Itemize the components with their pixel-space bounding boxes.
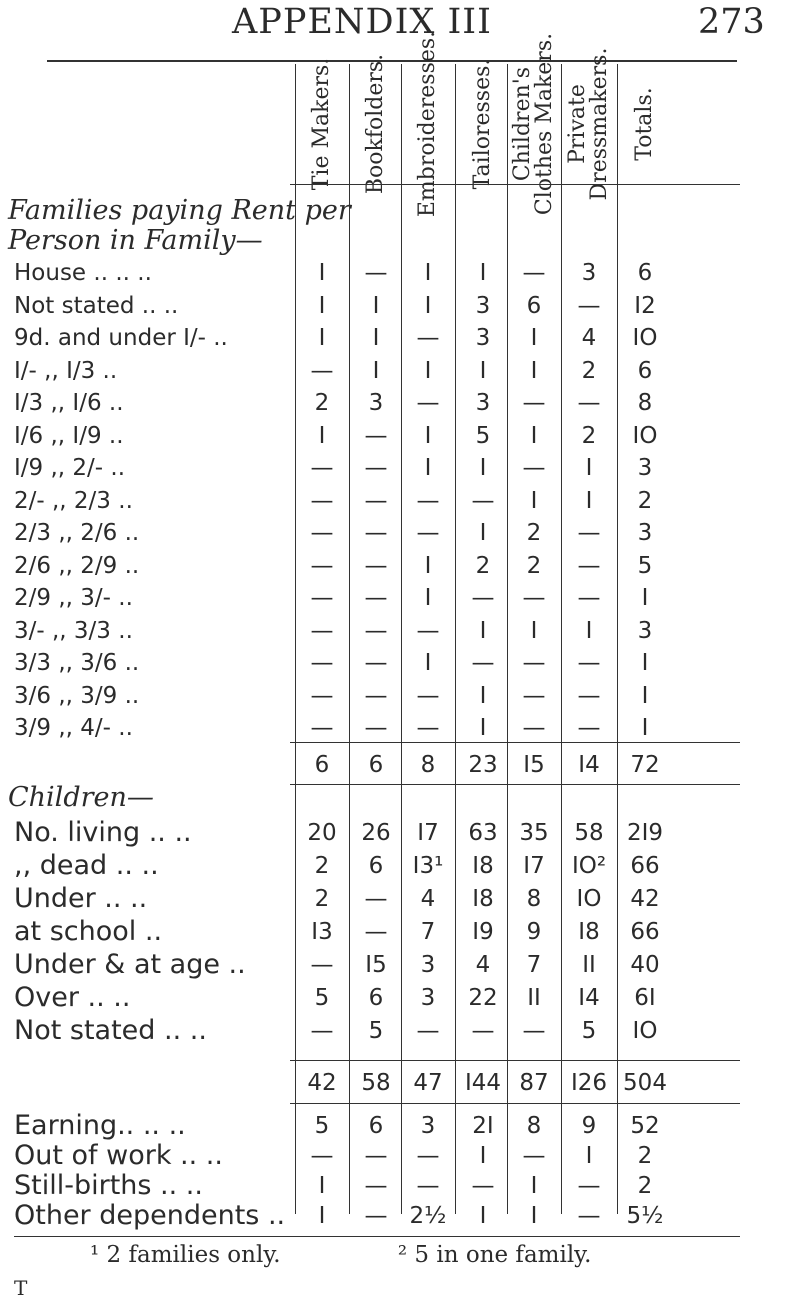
- table-cell: 3: [368, 390, 384, 416]
- table-cell: 8: [420, 752, 436, 778]
- row-label: Under .. ..: [14, 883, 148, 914]
- table-cell: I: [479, 357, 487, 384]
- table-cell: 3: [420, 985, 436, 1011]
- table-row: [0, 618, 800, 644]
- row-label: Earning.. .. ..: [14, 1110, 186, 1141]
- table-cell: 23: [468, 752, 498, 778]
- table-cell: —: [577, 715, 601, 741]
- table-cell: 6: [314, 752, 330, 778]
- table-cell: —: [471, 487, 495, 514]
- table-cell: 6: [368, 853, 384, 879]
- row-label: 3/6 ,, 3/9 ..: [14, 682, 140, 709]
- column-divider: [507, 64, 508, 1214]
- table-cell: I: [479, 682, 487, 709]
- table-cell: —: [310, 682, 334, 709]
- column-header: [308, 57, 336, 191]
- table-cell: I: [641, 650, 649, 676]
- table-cell: —: [416, 1018, 440, 1044]
- table-cell: —: [522, 1018, 546, 1044]
- column-divider: [617, 64, 618, 1214]
- table-cell: I: [318, 1203, 326, 1229]
- table-cell: —: [310, 552, 334, 579]
- row-label: at school ..: [14, 916, 163, 947]
- table-cell: —: [416, 325, 440, 351]
- appendix-title: APPENDIX III: [232, 2, 492, 42]
- table-cell: I8: [472, 886, 494, 912]
- table-cell: I: [424, 650, 432, 676]
- table-cell: 6: [368, 752, 384, 778]
- table-cell: IO: [632, 325, 658, 351]
- table-row: [0, 488, 800, 514]
- table-cell: 72: [630, 752, 660, 778]
- table-cell: 8: [637, 390, 653, 416]
- table-cell: I2: [634, 292, 656, 319]
- table-row: [0, 850, 800, 881]
- table-cell: 40: [630, 952, 660, 978]
- section1-title-line2: Person in Family—: [8, 225, 263, 256]
- table-cell: I: [585, 617, 593, 644]
- table-cell: I5: [365, 952, 387, 978]
- table-cell: —: [471, 1018, 495, 1044]
- table-cell: —: [416, 682, 440, 709]
- table-cell: I: [530, 487, 538, 514]
- table-cell: I: [530, 325, 538, 351]
- table-cell: I: [530, 422, 538, 449]
- table-cell: —: [416, 1143, 440, 1169]
- column-divider: [349, 64, 350, 1214]
- table-row: [0, 260, 800, 286]
- table-bottom-rule: [14, 1236, 740, 1237]
- table-cell: 66: [630, 853, 660, 879]
- table-cell: 504: [623, 1070, 667, 1096]
- table-cell: 5: [314, 1113, 330, 1139]
- table-cell: 2: [581, 357, 597, 384]
- subtotal-rule: [290, 784, 740, 785]
- table-cell: I: [641, 682, 649, 709]
- table-cell: 58: [361, 1070, 391, 1096]
- table-cell: 5: [637, 552, 653, 579]
- column-header: [469, 58, 497, 190]
- table-cell: —: [364, 455, 388, 481]
- header-rule: [47, 60, 737, 62]
- table-row: [0, 817, 800, 848]
- column-header: [362, 53, 390, 195]
- table-row: [0, 325, 800, 351]
- totals-row: [0, 1070, 800, 1096]
- table-cell: I: [585, 455, 593, 481]
- row-label: No. living .. ..: [14, 817, 192, 848]
- table-cell: 3: [475, 390, 491, 416]
- table-cell: —: [577, 682, 601, 709]
- totals-row: [0, 752, 800, 778]
- table-row: [0, 1200, 800, 1231]
- table-cell: I5: [523, 752, 545, 778]
- table-cell: I: [372, 357, 380, 384]
- column-divider: [401, 64, 402, 1214]
- table-cell: I: [424, 260, 432, 286]
- row-label: I/6 ,, I/9 ..: [14, 422, 124, 449]
- row-label: Not stated .. ..: [14, 292, 179, 319]
- table-cell: I: [479, 520, 487, 546]
- row-label: 2/6 ,, 2/9 ..: [14, 552, 140, 579]
- row-label: ,, dead .. ..: [14, 850, 159, 881]
- table-cell: I: [424, 422, 432, 449]
- table-cell: I: [424, 292, 432, 319]
- table-cell: I3¹: [412, 853, 444, 879]
- table-cell: 4: [420, 886, 436, 912]
- table-cell: I7: [523, 853, 545, 879]
- table-cell: 52: [630, 1113, 660, 1139]
- table-cell: I: [318, 260, 326, 286]
- table-cell: 6: [368, 1113, 384, 1139]
- table-cell: 6: [637, 357, 653, 384]
- table-cell: —: [364, 650, 388, 676]
- printer-signature: T: [14, 1276, 28, 1300]
- row-label: Under & at age ..: [14, 949, 246, 980]
- table-cell: —: [310, 487, 334, 514]
- column-header-line: Private: [565, 84, 590, 164]
- table-cell: —: [310, 1018, 334, 1044]
- table-cell: 8: [526, 886, 542, 912]
- table-cell: 4: [475, 952, 491, 978]
- table-row: [0, 1015, 800, 1046]
- table-cell: —: [522, 682, 546, 709]
- table-cell: —: [364, 1173, 388, 1199]
- table-cell: IO²: [571, 853, 607, 879]
- footnotes: [90, 1242, 701, 1268]
- column-header-label: [567, 48, 611, 201]
- table-cell: IO: [576, 886, 602, 912]
- table-cell: 3: [420, 1113, 436, 1139]
- table-cell: —: [522, 260, 546, 286]
- table-cell: —: [364, 1143, 388, 1169]
- table-cell: —: [416, 715, 440, 741]
- table-cell: 3: [475, 292, 491, 319]
- row-label: Out of work .. ..: [14, 1140, 223, 1171]
- table-cell: —: [310, 357, 334, 384]
- table-cell: I: [641, 715, 649, 741]
- table-cell: —: [577, 552, 601, 579]
- table-cell: I: [530, 617, 538, 644]
- row-label: 9d. and under I/- ..: [14, 325, 228, 351]
- column-header-label: Embroideresses.: [415, 30, 440, 218]
- section1-title-line1: Families paying Rent per: [8, 195, 351, 226]
- table-cell: 7: [420, 919, 436, 945]
- table-row: [0, 715, 800, 741]
- table-cell: —: [364, 1203, 388, 1229]
- table-cell: 6: [368, 985, 384, 1011]
- table-cell: I: [530, 1173, 538, 1199]
- table-cell: I8: [578, 919, 600, 945]
- table-row: [0, 982, 800, 1013]
- table-cell: 2: [637, 1173, 653, 1199]
- table-cell: 2: [637, 1143, 653, 1169]
- table-cell: IO: [632, 1018, 658, 1044]
- table-cell: I3: [311, 919, 333, 945]
- table-cell: —: [364, 886, 388, 912]
- table-cell: —: [577, 390, 601, 416]
- row-label: 2/9 ,, 3/- ..: [14, 585, 133, 611]
- table-row: [0, 423, 800, 449]
- table-cell: 2: [314, 853, 330, 879]
- table-cell: —: [471, 650, 495, 676]
- row-label: House .. .. ..: [14, 260, 152, 286]
- table-cell: 2: [637, 487, 653, 514]
- section2-title: Children—: [8, 782, 154, 813]
- table-cell: —: [416, 390, 440, 416]
- table-cell: 35: [519, 820, 549, 846]
- table-cell: —: [364, 682, 388, 709]
- table-row: [0, 520, 800, 546]
- table-row: [0, 949, 800, 980]
- table-cell: II: [527, 985, 541, 1011]
- subtotal-rule: [290, 742, 740, 743]
- table-cell: —: [310, 585, 334, 611]
- table-cell: 7: [526, 952, 542, 978]
- table-cell: —: [416, 487, 440, 514]
- column-header: [565, 47, 612, 201]
- row-label: I/9 ,, 2/- ..: [14, 455, 126, 481]
- table-cell: 6: [526, 292, 542, 319]
- table-cell: 63: [468, 820, 498, 846]
- subtotal-rule: [290, 1103, 740, 1104]
- table-row: [0, 585, 800, 611]
- table-cell: I: [585, 487, 593, 514]
- row-label: 2/3 ,, 2/6 ..: [14, 520, 140, 546]
- table-cell: 3: [420, 952, 436, 978]
- table-cell: —: [416, 1173, 440, 1199]
- table-cell: I26: [570, 1070, 608, 1096]
- table-row: [0, 455, 800, 481]
- table-cell: —: [364, 487, 388, 514]
- table-row: [0, 390, 800, 416]
- row-label: Other dependents ..: [14, 1200, 286, 1231]
- table-cell: —: [416, 520, 440, 546]
- table-cell: 2I: [472, 1113, 494, 1139]
- header-bottom-rule: [290, 184, 740, 185]
- table-cell: —: [471, 1173, 495, 1199]
- column-header-line: Clothes Makers.: [532, 32, 557, 216]
- table-cell: —: [310, 952, 334, 978]
- row-label: Still-births .. ..: [14, 1170, 203, 1201]
- table-cell: —: [471, 585, 495, 611]
- column-divider: [455, 64, 456, 1214]
- table-cell: 20: [307, 820, 337, 846]
- table-cell: —: [577, 292, 601, 319]
- row-label: I/3 ,, I/6 ..: [14, 390, 124, 416]
- table-cell: —: [522, 650, 546, 676]
- table-cell: 9: [581, 1113, 597, 1139]
- table-cell: 42: [307, 1070, 337, 1096]
- table-cell: I44: [464, 1070, 502, 1096]
- column-header-label: Bookfolders.: [363, 53, 388, 195]
- table-cell: 3: [475, 325, 491, 351]
- table-cell: I: [372, 292, 380, 319]
- row-label: 3/- ,, 3/3 ..: [14, 617, 133, 644]
- table-cell: 9: [526, 919, 542, 945]
- table-cell: —: [310, 520, 334, 546]
- table-cell: —: [364, 585, 388, 611]
- table-cell: 2: [314, 886, 330, 912]
- table-row: [0, 1140, 800, 1171]
- table-cell: —: [364, 422, 388, 449]
- table-cell: 47: [413, 1070, 443, 1096]
- table-cell: 5: [581, 1018, 597, 1044]
- table-cell: I: [424, 552, 432, 579]
- table-cell: I: [318, 292, 326, 319]
- row-label: Not stated .. ..: [14, 1015, 207, 1046]
- page-header: [0, 0, 800, 60]
- table-cell: 2: [314, 390, 330, 416]
- table-row: [0, 1170, 800, 1201]
- table-row: [0, 358, 800, 384]
- table-row: [0, 916, 800, 947]
- page-number: 273: [698, 2, 765, 42]
- row-label: 3/3 ,, 3/6 ..: [14, 650, 140, 676]
- table-cell: I: [641, 585, 649, 611]
- column-divider: [561, 64, 562, 1214]
- table-cell: 26: [361, 820, 391, 846]
- footnote-1: ¹ 2 families only.: [90, 1242, 281, 1268]
- table-cell: I: [479, 617, 487, 644]
- table-cell: I: [318, 422, 326, 449]
- table-cell: —: [364, 520, 388, 546]
- table-cell: I9: [472, 919, 494, 945]
- table-cell: —: [364, 919, 388, 945]
- table-cell: —: [416, 617, 440, 644]
- table-cell: —: [522, 390, 546, 416]
- table-cell: —: [310, 1143, 334, 1169]
- table-cell: 3: [637, 617, 653, 644]
- table-cell: —: [364, 552, 388, 579]
- table-cell: 3: [637, 455, 653, 481]
- column-header-line: Children's: [510, 66, 535, 182]
- table-row: [0, 683, 800, 709]
- footnote-2: ² 5 in one family.: [397, 1242, 592, 1268]
- table-cell: 2: [475, 552, 491, 579]
- table-cell: —: [364, 260, 388, 286]
- column-header: [631, 64, 659, 184]
- table-cell: —: [310, 455, 334, 481]
- table-cell: I7: [417, 820, 439, 846]
- table-cell: —: [522, 715, 546, 741]
- table-cell: I: [318, 1173, 326, 1199]
- table-cell: —: [577, 1173, 601, 1199]
- column-header-label: Totals.: [632, 87, 657, 161]
- table-cell: I4: [578, 985, 600, 1011]
- table-cell: —: [310, 715, 334, 741]
- table-cell: II: [582, 952, 596, 978]
- table-cell: I: [479, 715, 487, 741]
- table-cell: 3: [637, 520, 653, 546]
- table-cell: 66: [630, 919, 660, 945]
- table-cell: —: [310, 617, 334, 644]
- table-cell: 5½: [626, 1203, 664, 1229]
- table-row: [0, 883, 800, 914]
- table-cell: —: [577, 520, 601, 546]
- table-cell: I: [479, 1143, 487, 1169]
- table-cell: 8: [526, 1113, 542, 1139]
- table-cell: 2: [526, 520, 542, 546]
- table-cell: 4: [581, 325, 597, 351]
- column-divider: [295, 64, 296, 1214]
- column-header-label: [512, 33, 556, 215]
- table-cell: 6: [637, 260, 653, 286]
- table-cell: I: [479, 455, 487, 481]
- column-header: [510, 32, 557, 216]
- table-cell: 87: [519, 1070, 549, 1096]
- table-cell: I: [424, 455, 432, 481]
- column-header-label: Tie Makers.: [309, 57, 334, 191]
- table-cell: 42: [630, 886, 660, 912]
- table-cell: 2: [581, 422, 597, 449]
- table-cell: I: [530, 1203, 538, 1229]
- table-cell: 22: [468, 985, 498, 1011]
- table-cell: 2I9: [626, 820, 664, 846]
- table-row: [0, 553, 800, 579]
- table-cell: I: [424, 357, 432, 384]
- table-cell: 6I: [634, 985, 656, 1011]
- table-cell: —: [310, 650, 334, 676]
- table-cell: —: [364, 715, 388, 741]
- column-header: [414, 30, 442, 218]
- table-cell: I: [530, 357, 538, 384]
- table-cell: I: [479, 260, 487, 286]
- table-cell: 2: [526, 552, 542, 579]
- table-row: [0, 650, 800, 676]
- table-cell: 3: [581, 260, 597, 286]
- table-cell: —: [522, 455, 546, 481]
- column-header-label: Tailoresses.: [470, 58, 495, 190]
- subtotal-rule: [290, 1060, 740, 1061]
- table-cell: I: [585, 1143, 593, 1169]
- row-label: Over .. ..: [14, 982, 131, 1013]
- row-label: I/- ,, I/3 ..: [14, 357, 118, 384]
- table-cell: —: [577, 650, 601, 676]
- table-cell: I4: [578, 752, 600, 778]
- table-cell: 5: [314, 985, 330, 1011]
- table-row: [0, 1110, 800, 1141]
- table-cell: I: [479, 1203, 487, 1229]
- row-label: 2/- ,, 2/3 ..: [14, 487, 133, 514]
- table-cell: I: [424, 585, 432, 611]
- table-cell: 5: [368, 1018, 384, 1044]
- table-cell: —: [522, 1143, 546, 1169]
- table-cell: I: [372, 325, 380, 351]
- table-cell: IO: [632, 422, 658, 449]
- column-header-line: Dressmakers.: [587, 47, 612, 201]
- table-cell: 2½: [409, 1203, 447, 1229]
- table-cell: I8: [472, 853, 494, 879]
- table-cell: —: [522, 585, 546, 611]
- table-cell: —: [364, 617, 388, 644]
- table-cell: 58: [574, 820, 604, 846]
- table-cell: —: [577, 1203, 601, 1229]
- table-cell: —: [577, 585, 601, 611]
- row-label: 3/9 ,, 4/- ..: [14, 715, 133, 741]
- table-cell: 5: [475, 422, 491, 449]
- table-row: [0, 293, 800, 319]
- table-cell: I: [318, 325, 326, 351]
